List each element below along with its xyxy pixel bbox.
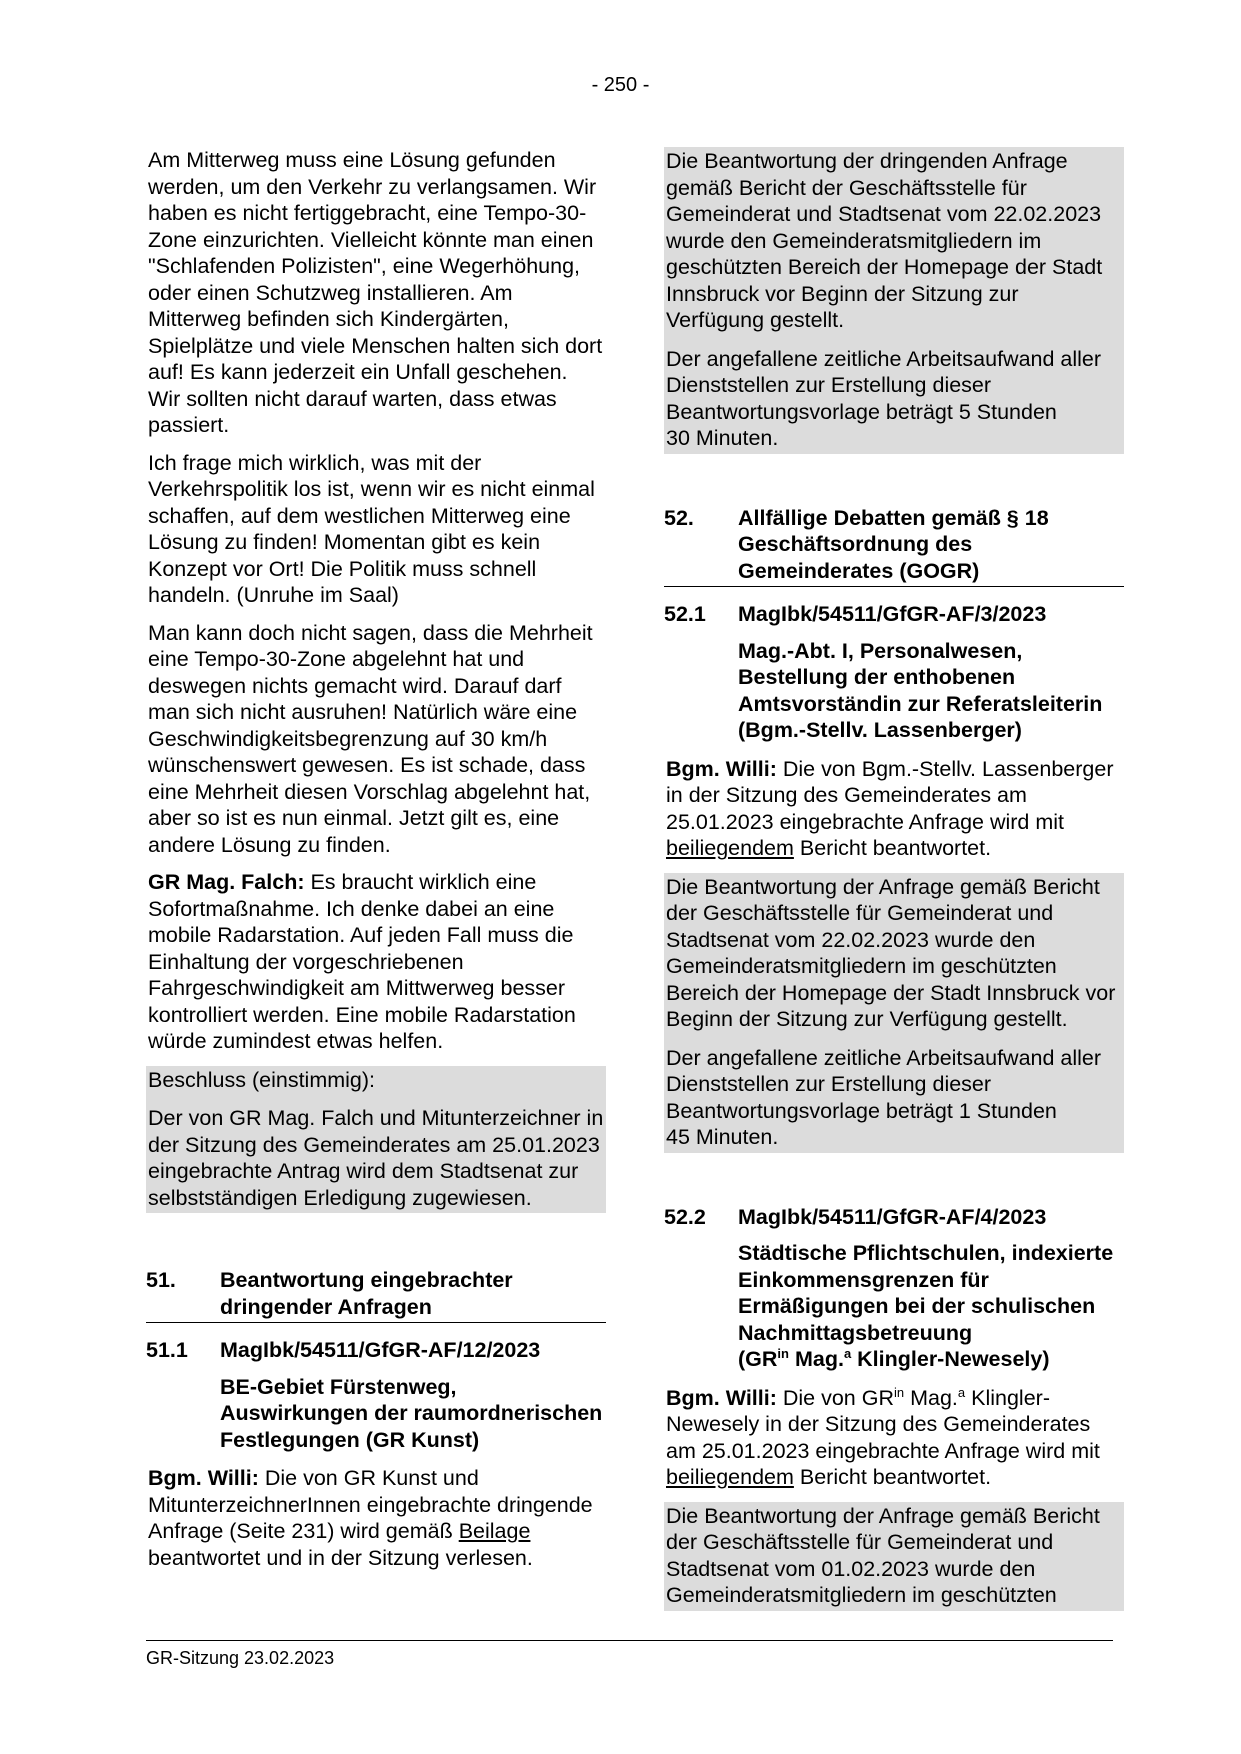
workload-line: Der angefallene zeitliche Arbeitsaufwand aller Dienststellen zur Erstellung dieser Beantwortungsvorlage beträgt 5 Stunden: [666, 346, 1102, 424]
subject-text: Städtische Pflichtschulen, indexierte Einkommensgrenzen für Ermäßigungen bei der schulischen Nachmittagsbetreuung: [738, 1241, 1114, 1345]
subject-author: (GR: [738, 1347, 778, 1371]
subsection-heading-51-1: [146, 1337, 606, 1364]
speech-text: Mag.: [904, 1385, 958, 1410]
paragraph: Am Mitterweg muss eine Lösung gefunden werden, um den Verkehr zu verlangsamen. Wir haben es nicht fertiggebracht, eine Tempo-30-Zone einzurichten. Vielleicht könnte man einen "Schlafenden Polizisten", eine Wegerhöhung, oder einen Schutzweg installieren. Am Mitterweg befinden sich Kindergärten, Spielplätze und viele Menschen halten sich dort auf! Es kann jederzeit ein Unfall geschehen. Wir sollten nicht darauf warten, dass etwas passiert.: [148, 148, 603, 437]
resolution-box: [146, 1066, 606, 1214]
subject-author: a: [843, 1345, 852, 1361]
workload-text: [664, 345, 1124, 454]
speech-text: Bericht beantwortet.: [793, 836, 992, 860]
section-number: 52.: [664, 505, 694, 530]
paragraph: [146, 869, 606, 1055]
section-heading-51: [146, 1267, 606, 1323]
subject-author: in: [777, 1345, 789, 1361]
section-title: Allfällige Debatten gemäß § 18 Geschäftsordnung des Gemeinderates (GOGR): [738, 505, 1049, 583]
paragraph: [146, 1465, 606, 1571]
speech-text: in: [894, 1384, 905, 1400]
speaker-name: GR Mag. Falch:: [148, 870, 305, 894]
subject-author: Klingler-Newesely): [851, 1347, 1050, 1371]
subsection-subject: Mag.-Abt. I, Personalwesen, Bestellung der enthobenen Amtsvorständin zur Referatsleiterin (Bgm.-Stellv. Lassenberger): [738, 638, 1103, 742]
speaker-name: Bgm. Willi:: [666, 756, 777, 781]
subsection-ref: MagIbk/54511/GfGR-AF/4/2023: [738, 1204, 1047, 1229]
resolution-text: Der von GR Mag. Falch und Mitunterzeichner in der Sitzung des Gemeinderates am 25.01.2023 eingebrachte Antrag wird dem Stadtsenat zur selbstständigen Erledigung zugewiesen.: [146, 1104, 606, 1213]
subsection-subject: BE-Gebiet Fürstenweg, Auswirkungen der raumordnerischen Festlegungen (GR Kunst): [220, 1374, 603, 1452]
workload-line: Der angefallene zeitliche Arbeitsaufwand aller Dienststellen zur Erstellung dieser Beantwortungsvorlage beträgt 1 Stunden: [666, 1045, 1102, 1123]
subsection-ref: MagIbk/54511/GfGR-AF/3/2023: [738, 602, 1047, 626]
answer-info-text: Die Beantwortung der Anfrage gemäß Bericht der Geschäftsstelle für Gemeinderat und Stadtsenat vom 22.02.2023 wurde den Gemeinderatsmitgliedern im geschützten Bereich der Homepage der Stadt Innsbruck vor Beginn der Sitzung zur Verfügung gestellt.: [664, 873, 1124, 1044]
speaker-name: Bgm. Willi:: [666, 1385, 777, 1410]
paragraph: Ich frage mich wirklich, was mit der Verkehrspolitik los ist, wenn wir es nicht einmal schaffen, auf dem westlichen Mitterweg eine Lösung zu finden! Momentan gibt es kein Konzept vor Ort! Die Politik muss schnell handeln. (Unruhe im Saal): [148, 450, 595, 607]
subsection-number: 52.2: [664, 1204, 706, 1229]
subsection-ref: MagIbk/54511/GfGR-AF/12/2023: [220, 1338, 541, 1362]
paragraph: [664, 1385, 1124, 1491]
workload-text: [664, 1044, 1124, 1153]
speaker-name: Bgm. Willi:: [148, 1466, 259, 1490]
paragraph: Man kann doch nicht sagen, dass die Mehrheit eine Tempo-30-Zone abgelehnt hat und deswegen nichts gemacht wird. Darauf darf man sich nicht ausruhen! Natürlich wäre eine Geschwindigkeitsbegrenzung auf 30 km/h wünschenswert gewesen. Es ist schade, dass eine Mehrheit diesen Vorschlag abgelehnt hat, aber so ist es nun einmal. Jetzt gilt es, eine andere Lösung zu finden.: [148, 620, 593, 857]
section-number: 51.: [146, 1268, 176, 1292]
subsection-heading-52-1: [664, 601, 1124, 628]
speech-text: Die von GR Kunst und MitunterzeichnerInnen eingebrachte dringende Anfrage (Seite 231) wird gemäß: [148, 1466, 593, 1543]
page-footer: GR-Sitzung 23.02.2023: [146, 1640, 1113, 1672]
answer-info-box: [664, 1502, 1124, 1611]
speech-text: Die von Bgm.-Stellv. Lassenberger in der Sitzung des Gemeinderates am 25.01.2023 eingebrachte Anfrage wird mit: [666, 756, 1114, 834]
workload-line: 45 Minuten.: [666, 1125, 779, 1149]
answer-info-text: Die Beantwortung der Anfrage gemäß Bericht der Geschäftsstelle für Gemeinderat und Stadtsenat vom 01.02.2023 wurde den Gemeinderatsmitgliedern im geschützten: [664, 1502, 1124, 1611]
speech-text: Bericht beantwortet.: [793, 1465, 992, 1489]
paragraph: [664, 756, 1124, 862]
subsection-number: 51.1: [146, 1338, 188, 1362]
answer-info-box: [664, 873, 1124, 1153]
right-column: [664, 147, 1124, 1622]
attachment-link[interactable]: Beilage: [458, 1519, 531, 1543]
workload-line: 30 Minuten.: [666, 426, 779, 450]
resolution-title: Beschluss (einstimmig):: [146, 1066, 606, 1105]
subsection-heading-52-2: [664, 1204, 1124, 1231]
speech-text: Es braucht wirklich eine Sofortmaßnahme. Ich denke dabei an eine mobile Radarstation. Auf jeden Fall muss die Einhaltung der vorgeschriebenen Fahrgeschwindigkeit am Mittwerweg besser kontrolliert werden. Eine mobile Radarstation würde zumindest etwas helfen.: [148, 870, 576, 1053]
speech-text: a: [957, 1384, 966, 1400]
speech-text: Die von GR: [776, 1385, 894, 1410]
speech-text: beantwortet und in der Sitzung verlesen.: [148, 1545, 533, 1570]
answer-info-text: Die Beantwortung der dringenden Anfrage gemäß Bericht der Geschäftsstelle für Gemeinderat und Stadtsenat vom 22.02.2023 wurde den Gemeinderatsmitgliedern im geschützten Bereich der Homepage der Stadt Innsbruck vor Beginn der Sitzung zur Verfügung gestellt.: [664, 147, 1124, 345]
answer-info-box: [664, 147, 1124, 454]
page-number: - 250 -: [591, 74, 650, 96]
subsection-subject: [664, 1240, 1124, 1373]
attachment-link[interactable]: beiliegendem: [666, 836, 794, 860]
section-heading-52: [664, 505, 1124, 588]
speech-text: Klingler-Newesely in der Sitzung des Gemeinderates am 25.01.2023 eingebrachte Anfrage wird mit: [666, 1385, 1100, 1463]
left-column: [146, 147, 606, 1582]
section-title: Beantwortung eingebrachter dringender Anfragen: [220, 1268, 513, 1319]
attachment-link[interactable]: beiliegendem: [666, 1465, 794, 1489]
subject-author: Mag.: [788, 1347, 844, 1371]
subsection-number: 52.1: [664, 602, 706, 626]
